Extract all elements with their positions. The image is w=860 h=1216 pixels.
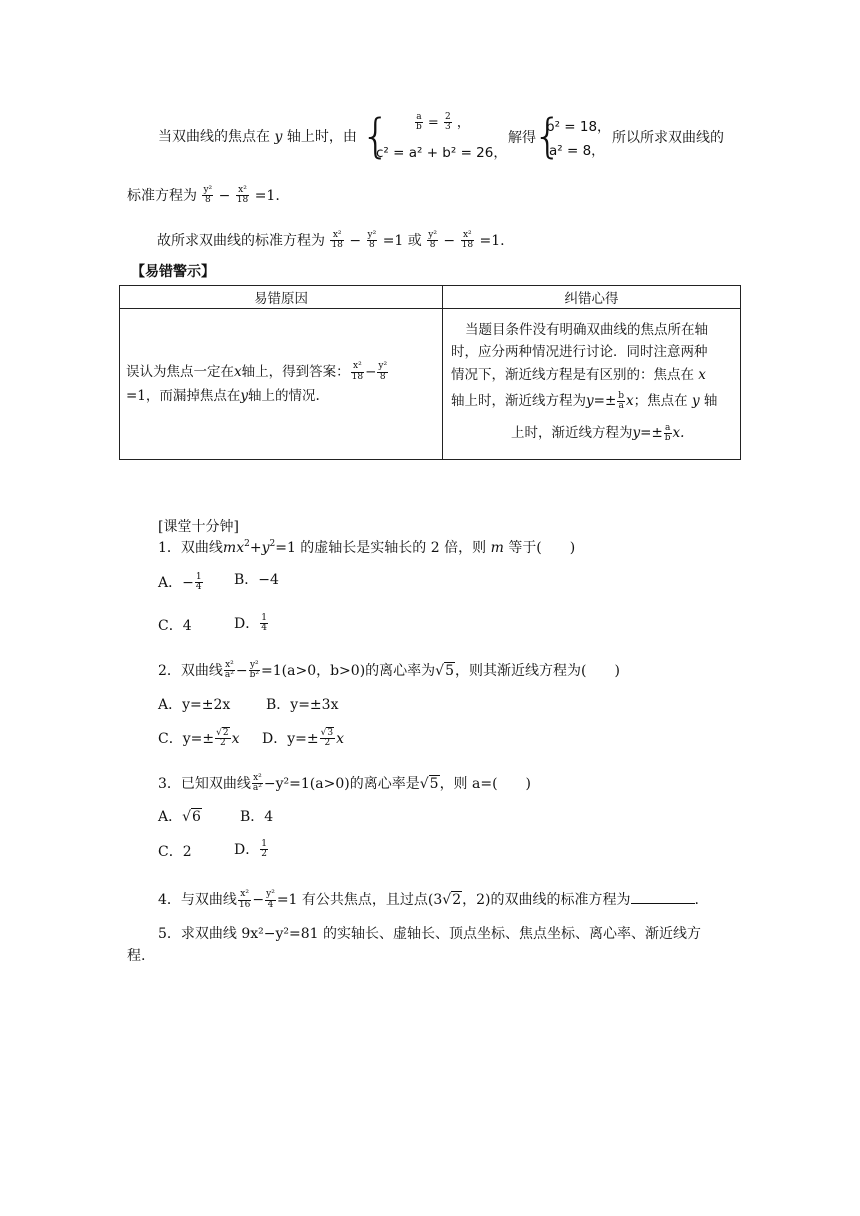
question-2: 2．双曲线 $\frac{\text{x²}}{\text{a²}}$ − $\frac{\text{y²}}{\text{b²}}$ =1(a>0，b>0)的离心率为√5，则其渐近线方程为( ) (158, 660, 620, 681)
q2-option-d[interactable]: D．y=± $\frac{√3}{2}$ x (262, 728, 344, 749)
solution-line-case-y: 当双曲线的焦点在 y 轴上时，由 (158, 129, 357, 145)
q3-option-d[interactable]: D． $\frac{1}{2}$ (234, 839, 267, 860)
exercise-heading: [课堂十分钟] (158, 519, 239, 535)
system1-eq1: $\frac{a}{b}$ = $\frac{2}{3}$ ， (416, 112, 470, 133)
cause-cell: 误认为焦点一定在x轴上，得到答案： $\frac{\text{x²}}{18}$ − $\frac{\text{y²}}{8}$ =1，而漏掉焦点在y轴上的情况. (120, 309, 443, 460)
q1-option-a[interactable]: A．− $\frac{1}{4}$ (158, 572, 202, 593)
system2-eq2: a² = 8， (549, 143, 605, 159)
warning-title: 【易错警示】 (131, 264, 215, 280)
question-4: 4．与双曲线 $\frac{\text{x²}}{16}$ − $\frac{\text{y²}}{4}$ =1 有公共焦点，且过点(3√2，2)的双曲线的标准方程为 . (158, 889, 699, 910)
q3-option-c[interactable]: C．2 (158, 844, 192, 860)
q2-option-c[interactable]: C．y=± $\frac{√2}{2}$ x (158, 728, 240, 749)
conclusion-line: 故所求双曲线的标准方程为 $\frac{\text{x²}}{18}$ − $\frac{\text{y²}}{8}$ =1 或 $\frac{\text{y²}}{8}$ − $\frac{\text{x²}}{18}$ =1. (157, 230, 505, 251)
q3-option-a[interactable]: A．√6 (158, 809, 201, 825)
q2-option-b[interactable]: B．y=±3x (266, 697, 339, 713)
solve-label: 解得 (508, 130, 536, 146)
question-5: 5．求双曲线 9x²−y²=81 的实轴长、虚轴长、顶点坐标、焦点坐标、离心率、渐近线方 (158, 926, 702, 942)
col-header-cause: 易错原因 (120, 286, 443, 309)
system-brace-2: { (533, 109, 563, 163)
std-eq-line: 标准方程为 $\frac{\text{y²}}{8}$ − $\frac{\text{x²}}{18}$ =1. (127, 185, 280, 206)
system-brace-1: { (361, 109, 391, 163)
so-text: 所以所求双曲线的 (612, 130, 724, 146)
system2-eq1: b² = 18， (546, 119, 611, 135)
q3-option-b[interactable]: B．4 (240, 809, 274, 825)
col-header-fix: 纠错心得 (443, 286, 741, 309)
table-header-row (120, 286, 741, 309)
error-warning-table (119, 285, 741, 460)
q1-option-c[interactable]: C．4 (158, 618, 192, 634)
fix-cell: 当题目条件没有明确双曲线的焦点所在轴 时，应分两种情况进行讨论．同时注意两种 情况下，渐近线方程是有区别的：焦点在 x 轴上时，渐近线方程为y=± $\frac{b}{a}$ x；焦点在 y 轴 上时，渐近线方程为y=± $\frac{a}{b}$ x. (443, 309, 741, 460)
q1-option-d[interactable]: D． $\frac{1}{4}$ (234, 613, 267, 634)
question-1: 1．双曲线$mx^2+y^2=1$ 的虚轴长是实轴长的 2 倍，则 m 等于( ) (158, 539, 576, 556)
system1-eq2: c² = a² + b² = 26， (376, 145, 507, 161)
q2-option-a[interactable]: A．y=±2x (158, 697, 231, 713)
table-row (120, 309, 741, 460)
question-3: 3．已知双曲线 $\frac{\text{x²}}{\text{a²}}$ −y²=1(a>0)的离心率是√5，则 a=( ) (158, 773, 532, 794)
question-5-cont: 程. (127, 948, 146, 964)
q1-option-b[interactable]: B．−4 (234, 572, 279, 588)
answer-blank[interactable] (631, 890, 695, 904)
